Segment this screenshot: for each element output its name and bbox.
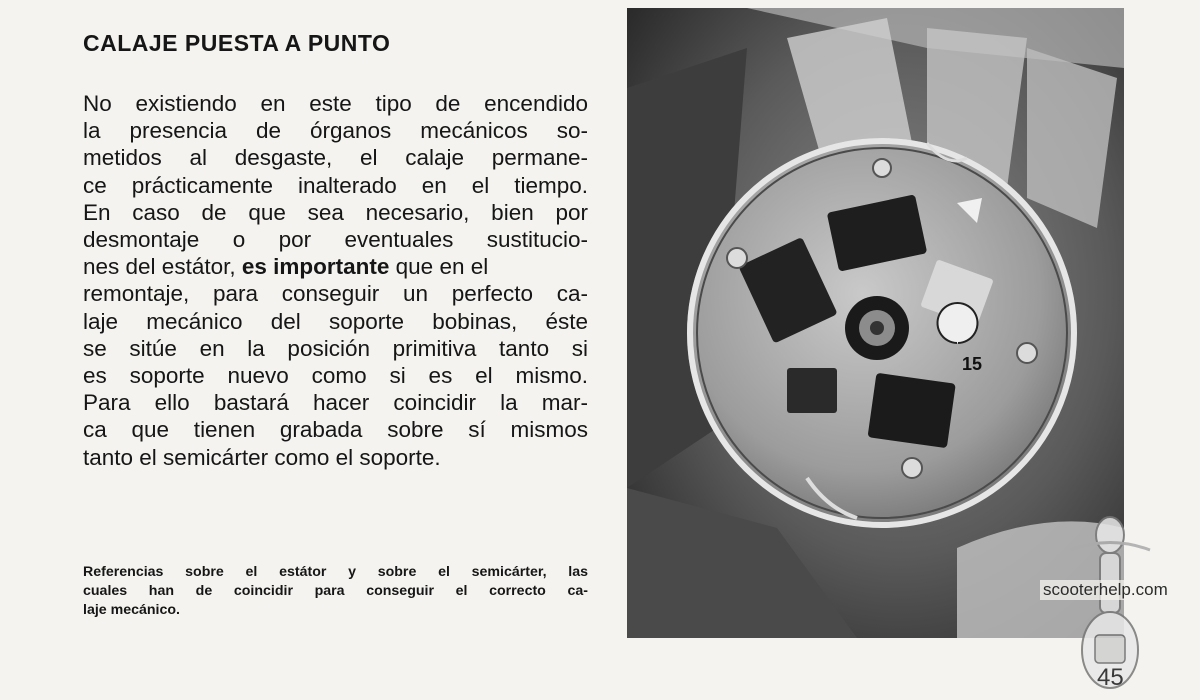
mounting-screw [873, 159, 891, 177]
body-line: ca que tienen grabada sobre sí mismos [83, 417, 588, 443]
body-line: ce prácticamente inalterado en el tiempo. [83, 172, 588, 198]
ignition-coil [787, 368, 837, 413]
stamp-label: 15 [961, 354, 983, 374]
caption-line: cuales han de coincidir para conseguir el correcto ca- [83, 583, 588, 599]
body-line: remontaje, para conseguir un perfecto ca- [83, 281, 588, 307]
body-line: tanto el semicárter como el soporte. [83, 444, 441, 470]
page-number: 45 [1097, 664, 1124, 691]
body-line: la presencia de órganos mecánicos so- [83, 118, 588, 144]
body-text-run: nes del estátor, [83, 254, 242, 280]
body-line: desmontaje o por eventuales sustitucio- [83, 227, 588, 253]
body-line: es soporte nuevo como si es el mismo. [83, 363, 588, 389]
reference-stamp [938, 303, 978, 343]
page-title: CALAJE PUESTA A PUNTO [83, 30, 391, 56]
body-line [83, 253, 588, 280]
figure-caption [83, 563, 588, 620]
caption-line: laje mecánico. [83, 602, 180, 618]
body-line: metidos al desgaste, el calaje permane- [83, 145, 588, 171]
body-paragraph [83, 90, 588, 471]
body-line: laje mecánico del soporte bobinas, éste [83, 308, 588, 334]
body-line: En caso de que sea necesario, bien por [83, 199, 588, 225]
mounting-screw [902, 458, 922, 478]
body-line: Para ello bastará hacer coincidir la mar- [83, 390, 588, 416]
emphasis-text: es importante [241, 254, 390, 280]
mounting-screw [1017, 343, 1037, 363]
body-line: se sitúe en la posición primitiva tanto si [83, 335, 588, 361]
caption-line: Referencias sobre el estátor y sobre el semicárter, las [83, 564, 588, 580]
ignition-coil [868, 373, 956, 449]
stator-illustration [627, 8, 1124, 638]
body-text-run: que en el [389, 254, 489, 280]
body-line: No existiendo en este tipo de encendido [83, 91, 588, 116]
stator-photo [627, 8, 1124, 638]
crankshaft-center [870, 321, 884, 335]
mounting-screw [727, 248, 747, 268]
watermark-text: scooterhelp.com [1040, 580, 1171, 600]
